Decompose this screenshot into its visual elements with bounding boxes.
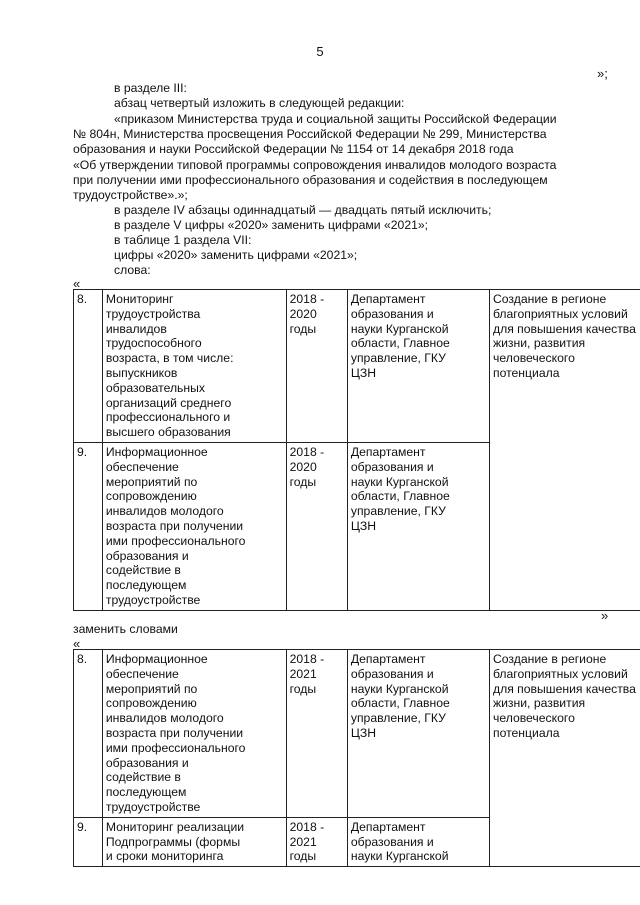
cell-line: Департамент	[350, 292, 426, 306]
cell-line: Департамент	[350, 819, 426, 834]
row-number: 8.	[74, 290, 103, 443]
section-4-line: в разделе IV абзацы одиннадцатый — двадцать пятый исключить;	[114, 203, 492, 217]
cell-line: Создание в регионе	[492, 292, 607, 306]
quote-line: трудоустройстве».»;	[73, 188, 188, 203]
cell-line: образования и	[105, 548, 189, 563]
quote-line: № 804н, Министерства просвещения Российской Федерации № 299, Министерства	[73, 127, 547, 142]
department-cell	[347, 650, 489, 818]
cell-line: сопровождению	[105, 489, 197, 504]
row-number: 9.	[74, 817, 103, 866]
table-row	[74, 290, 640, 443]
row-number: 8.	[74, 650, 103, 818]
cell-line: Мониторинг реализации	[105, 819, 245, 834]
activity-cell	[102, 650, 286, 818]
activity-cell	[102, 442, 286, 610]
cell-line: возраста, в том числе:	[105, 351, 234, 366]
quote-line: образования и науки Российской Федерации № 1154 от 14 декабря 2018 года	[73, 142, 514, 157]
result-cell	[489, 290, 640, 611]
closing-quote: »;	[597, 66, 608, 81]
cell-line: трудоустройства	[105, 306, 201, 321]
cell-line: человеческого	[492, 711, 575, 726]
cell-line: содействие в	[105, 563, 181, 578]
amendment-quote-paragraph	[73, 112, 610, 203]
cell-line: трудоспособного	[105, 336, 202, 351]
cell-line: науки Курганской	[350, 474, 449, 489]
cell-line: годы	[289, 321, 317, 336]
years-cell	[286, 650, 347, 818]
cell-line: образовательных	[105, 380, 205, 395]
row-number: 9.	[74, 442, 103, 610]
quote-line: «Об утверждении типовой программы сопровождения инвалидов молодого возраста	[73, 157, 557, 172]
cell-line: последующем	[105, 578, 187, 593]
cell-line: обеспечение	[105, 459, 179, 474]
cell-line: потенциала	[492, 365, 560, 380]
cell-line: трудоустройстве	[105, 592, 201, 607]
cell-line: годы	[289, 849, 317, 864]
cell-line: содействие в	[105, 770, 181, 785]
quote-line: «приказом Министерства труда и социальной защиты Российской Федерации	[114, 112, 557, 126]
cell-line: сопровождению	[105, 696, 197, 711]
cell-line: организаций среднего	[105, 395, 232, 410]
department-cell	[347, 442, 489, 610]
cell-line: ЦЗН	[350, 365, 377, 380]
cell-line: высшего образования	[105, 425, 231, 440]
cell-line: возраста при получении	[105, 725, 244, 740]
cell-line: образования и	[105, 755, 189, 770]
cell-line: трудоустройстве	[105, 799, 201, 814]
cell-line: последующем	[105, 785, 187, 800]
cell-line: профессионального и	[105, 410, 231, 425]
department-cell	[347, 817, 489, 866]
cell-line: области, Главное	[350, 489, 450, 504]
page-number: 5	[316, 44, 324, 59]
cell-line: годы	[289, 681, 317, 696]
cell-line: годы	[289, 474, 317, 489]
department-cell	[347, 290, 489, 443]
digits-line: цифры «2020» заменить цифрами «2021»;	[114, 248, 358, 262]
cell-line: для повышения качества	[492, 681, 636, 696]
cell-line: Информационное	[105, 444, 208, 459]
table-row	[74, 650, 640, 818]
cell-line: жизни, развития	[492, 696, 586, 711]
cell-line: обеспечение	[105, 666, 179, 681]
cell-line: науки Курганской	[350, 681, 449, 696]
cell-line: управление, ГКУ	[350, 351, 446, 366]
cell-line: инвалидов молодого	[105, 711, 224, 726]
table-old	[73, 289, 640, 611]
cell-line: 2018 -	[289, 444, 325, 459]
table-1-line: в таблице 1 раздела VII:	[114, 233, 252, 247]
years-cell	[286, 290, 347, 443]
result-cell	[489, 650, 640, 867]
cell-line: инвалидов молодого	[105, 504, 224, 519]
cell-line: Департамент	[350, 444, 426, 459]
cell-line: ими профессионального	[105, 740, 246, 755]
cell-line: управление, ГКУ	[350, 711, 446, 726]
replace-words-line: заменить словами	[73, 622, 178, 636]
close-quote: »	[601, 608, 609, 623]
cell-line: выпускников	[105, 365, 178, 380]
cell-line: и сроки мониторинга	[105, 849, 224, 864]
cell-line: потенциала	[492, 725, 560, 740]
cell-line: 2018 -	[289, 292, 325, 306]
cell-line: 2021	[289, 666, 317, 681]
activity-cell	[102, 817, 286, 866]
cell-line: человеческого	[492, 351, 575, 366]
cell-line: 2020	[289, 306, 317, 321]
years-cell	[286, 817, 347, 866]
cell-line: области, Главное	[350, 696, 450, 711]
cell-line: для повышения качества	[492, 321, 636, 336]
words-line: слова:	[114, 263, 151, 277]
cell-line: ими профессионального	[105, 533, 246, 548]
cell-line: благоприятных условий	[492, 306, 628, 321]
quote-line: при получении ими профессионального образования и содействия в последующем	[73, 172, 548, 187]
table-new	[73, 649, 640, 867]
cell-line: науки Курганской	[350, 849, 449, 864]
paragraph-4-line: абзац четвертый изложить в следующей редакции:	[114, 96, 405, 110]
cell-line: управление, ГКУ	[350, 504, 446, 519]
section-3-line: в разделе III:	[114, 81, 187, 95]
years-cell	[286, 442, 347, 610]
cell-line: ЦЗН	[350, 725, 377, 740]
section-5-line: в разделе V цифры «2020» заменить цифрами «2021»;	[114, 218, 429, 232]
cell-line: инвалидов	[105, 321, 167, 336]
cell-line: 2020	[289, 459, 317, 474]
cell-line: науки Курганской	[350, 321, 449, 336]
cell-line: 2021	[289, 834, 317, 849]
open-quote: «	[73, 636, 81, 651]
cell-line: возраста при получении	[105, 518, 244, 533]
cell-line: Мониторинг	[105, 292, 174, 306]
cell-line: образования и	[350, 834, 434, 849]
cell-line: жизни, развития	[492, 336, 586, 351]
cell-line: мероприятий по	[105, 681, 198, 696]
cell-line: ЦЗН	[350, 518, 377, 533]
cell-line: образования и	[350, 666, 434, 681]
cell-line: образования и	[350, 459, 434, 474]
open-quote: «	[73, 276, 81, 291]
cell-line: образования и	[350, 306, 434, 321]
cell-line: Департамент	[350, 652, 426, 666]
cell-line: Информационное	[105, 652, 208, 666]
cell-line: области, Главное	[350, 336, 450, 351]
cell-line: 2018 -	[289, 819, 325, 834]
activity-cell	[102, 290, 286, 443]
cell-line: мероприятий по	[105, 474, 198, 489]
cell-line: 2018 -	[289, 652, 325, 666]
cell-line: Подпрограммы (формы	[105, 834, 241, 849]
cell-line: благоприятных условий	[492, 666, 628, 681]
cell-line: Создание в регионе	[492, 652, 607, 666]
